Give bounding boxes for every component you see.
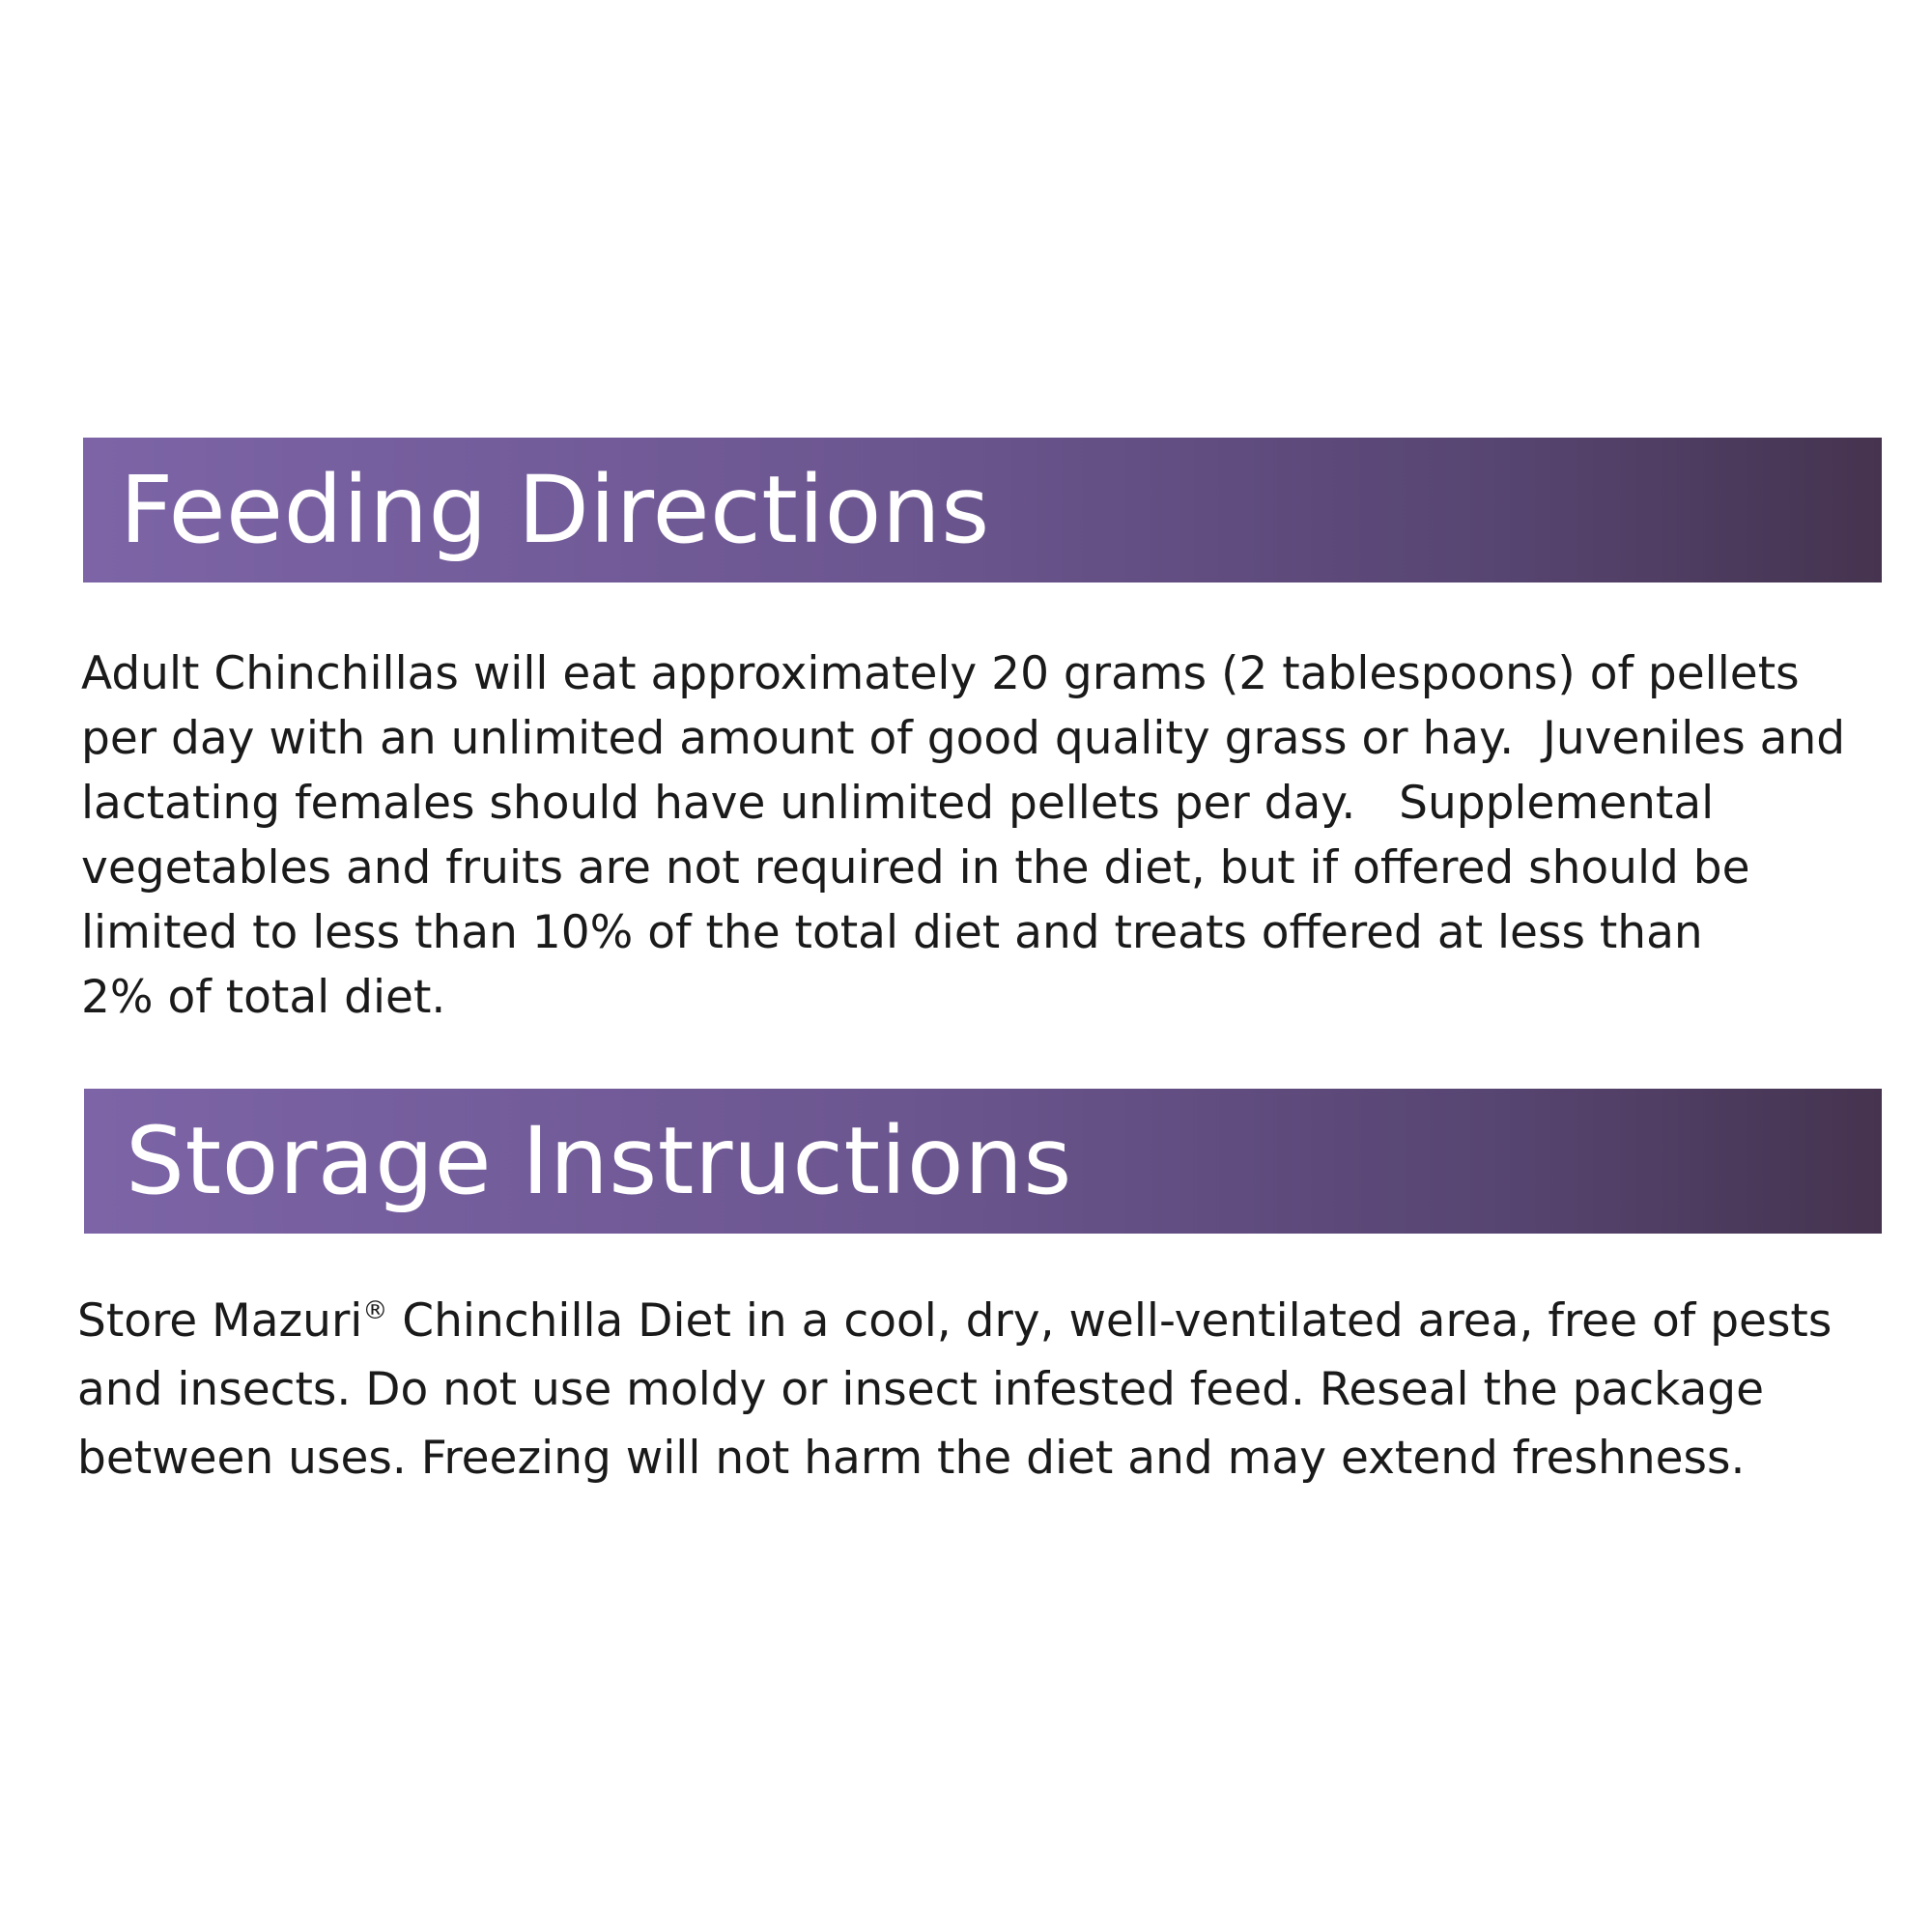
feeding-line: vegetables and fruits are not required in the diet, but if offered should be [81, 841, 1750, 895]
registered-trademark-mark: ® [362, 1296, 388, 1325]
feeding-line: limited to less than 10% of the total diet and treats offered at less than [81, 906, 1703, 959]
storage-instructions-banner [84, 1089, 1882, 1234]
storage-line-suffix: Chinchilla Diet in a cool, dry, well-ventilated area, free of pests [387, 1294, 1833, 1348]
feeding-line: per day with an unlimited amount of good quality grass or hay. Juveniles and [81, 712, 1846, 765]
storage-line [77, 1287, 1832, 1355]
storage-line: between uses. Freezing will not harm the diet and may extend freshness. [77, 1432, 1746, 1485]
feeding-line: Adult Chinchillas will eat approximately 20 grams (2 tablespoons) of pellets [81, 647, 1800, 700]
feeding-directions-text [81, 641, 1845, 1030]
storage-line: and insects. Do not use moldy or insect infested feed. Reseal the package [77, 1363, 1764, 1416]
storage-instructions-heading: Storage Instructions [126, 1107, 1072, 1215]
feeding-directions-heading: Feeding Directions [120, 456, 990, 564]
storage-instructions-text [77, 1287, 1832, 1492]
feeding-line: lactating females should have unlimited pellets per day. Supplemental [81, 777, 1715, 830]
feeding-line: 2% of total diet. [81, 971, 446, 1024]
storage-line-prefix: Store Mazuri [77, 1294, 363, 1348]
feeding-directions-banner [83, 438, 1882, 582]
